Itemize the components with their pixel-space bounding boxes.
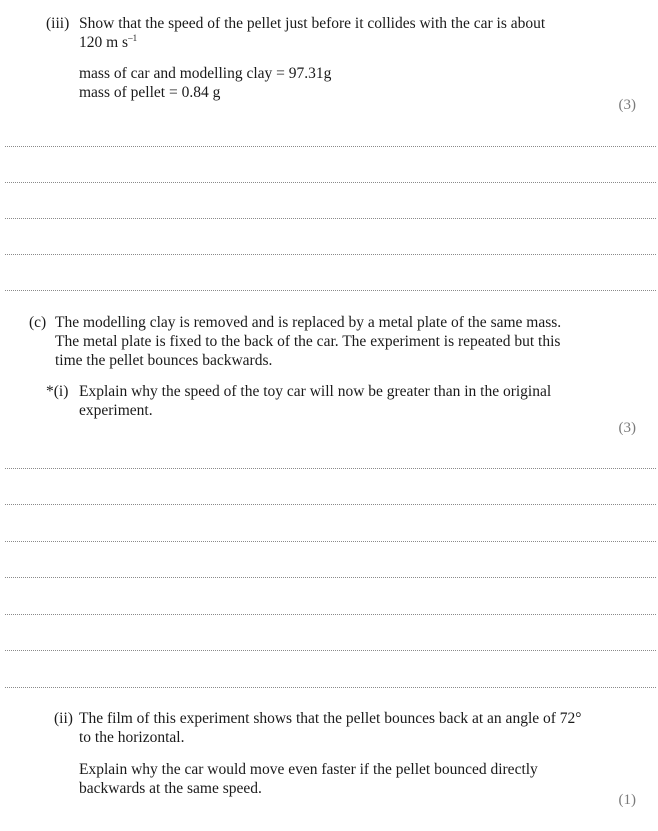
- question-c-i-text-line2: experiment.: [79, 402, 153, 419]
- given-mass-car-clay: mass of car and modelling clay = 97.31g: [79, 65, 332, 82]
- answer-line-iii-1[interactable]: [5, 146, 656, 147]
- answer-line-c-i-6[interactable]: [5, 650, 656, 651]
- question-c-ii-marks: (1): [618, 792, 636, 808]
- question-iii-text-line1: Show that the speed of the pellet just before it collides with the car is about: [79, 15, 546, 32]
- question-c-ii-text-line2: to the horizontal.: [79, 729, 185, 746]
- question-c-ii-text-line4: backwards at the same speed.: [79, 780, 262, 797]
- answer-line-iii-4[interactable]: [5, 254, 656, 255]
- question-iii-number: (iii): [46, 15, 70, 32]
- given-mass-pellet: mass of pellet = 0.84 g: [79, 84, 221, 101]
- question-c-text-line2: The metal plate is fixed to the back of the car. The experiment is repeated but this: [55, 333, 561, 350]
- speed-value: 120 m s: [79, 34, 129, 51]
- answer-line-iii-3[interactable]: [5, 218, 656, 219]
- answer-line-c-i-7[interactable]: [5, 687, 656, 688]
- question-iii-marks: (3): [618, 97, 636, 113]
- question-c-number: (c): [29, 314, 47, 331]
- answer-line-c-i-1[interactable]: [5, 468, 656, 469]
- answer-line-iii-2[interactable]: [5, 182, 656, 183]
- question-c-i-number: *(i): [46, 383, 69, 400]
- answer-line-c-i-5[interactable]: [5, 614, 656, 615]
- question-c-ii-number: (ii): [54, 710, 73, 727]
- answer-line-c-i-2[interactable]: [5, 504, 656, 505]
- question-iii-text-line2: [79, 33, 137, 52]
- question-c-text-line3: time the pellet bounces backwards.: [55, 352, 273, 369]
- speed-unit-exponent: –1: [128, 33, 138, 43]
- question-c-i-text-line1: Explain why the speed of the toy car will now be greater than in the original: [79, 383, 552, 400]
- question-c-text-line1: The modelling clay is removed and is replaced by a metal plate of the same mass.: [55, 314, 562, 331]
- question-c-ii-text-line1: The film of this experiment shows that the pellet bounces back at an angle of 72°: [79, 710, 582, 727]
- answer-line-iii-5[interactable]: [5, 290, 656, 291]
- answer-line-c-i-4[interactable]: [5, 577, 656, 578]
- answer-line-c-i-3[interactable]: [5, 541, 656, 542]
- question-c-ii-text-line3: Explain why the car would move even faster if the pellet bounced directly: [79, 761, 538, 778]
- question-c-i-marks: (3): [618, 420, 636, 436]
